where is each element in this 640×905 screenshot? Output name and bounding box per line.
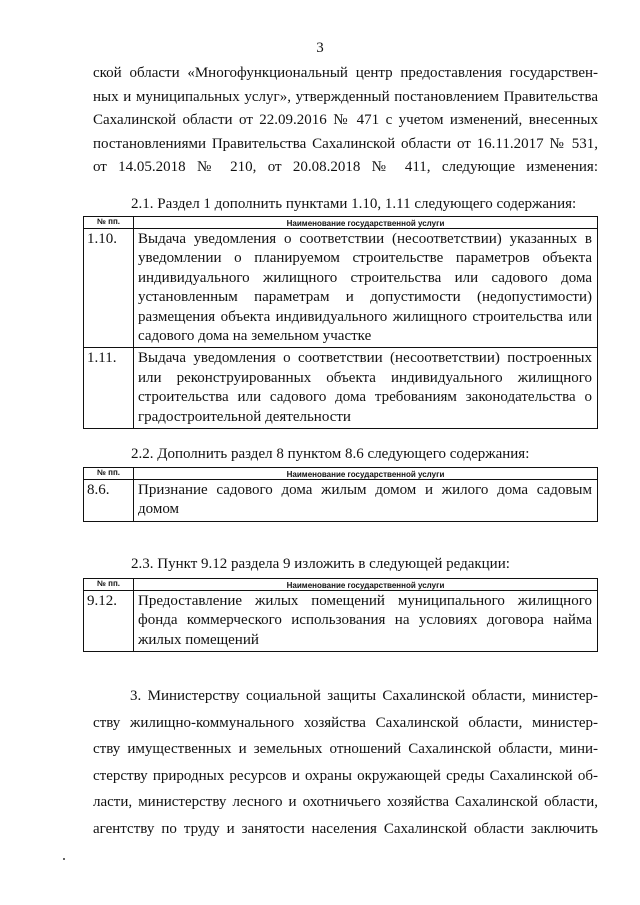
table-row [84,348,598,429]
paragraph-3-line: ству имущественных и земельных отношений Сахалинской области, мини- [93,741,598,758]
section-2-3-heading: 2.3. Пункт 9.12 раздела 9 изложить в следующей редакции: [131,556,510,572]
row-number: 1.11. [84,348,134,429]
paragraph-3-line: 3. Министерству социальной защиты Сахалинской области, министер- [130,688,598,704]
paragraph-3 [93,683,598,843]
paragraph-3-line: ласти, министерству лесного и охотничьего хозяйства Сахалинской области, [93,794,598,811]
table-row [84,480,598,522]
intro-line: от 14.05.2018 № 210, от 20.08.2018 № 411, следующие изменения: [93,159,598,176]
paragraph-3-line: ству жилищно-коммунального хозяйства Сахалинской области, министер- [93,714,598,731]
column-header-service-name: Наименование государственной услуги [134,217,598,229]
column-header-number: № пп. [84,217,134,229]
row-number: 9.12. [84,591,134,652]
table-header-row [84,579,598,591]
table-row [84,229,598,348]
services-table-2-1 [83,216,598,429]
intro-line: ской области «Многофункциональный центр предоставления государствен- [93,65,598,81]
services-table-2-3 [83,578,598,652]
row-number: 8.6. [84,480,134,522]
intro-line: ных и муниципальных услуг», утвержденный постановлением Правительства [93,88,598,105]
intro-line: Сахалинской области от 22.09.2016 № 471 с учетом изменений, внесенных [93,112,598,129]
row-service-name: Выдача уведомления о соответствии (несоответствии) указанных в уведомлении о планируемом строительстве параметров объекта индивидуального жилищного строительства или садового дома установленным параметрам и допустимости (недопустимости) размещения объекта индивидуального жилищного строительства или садового дома на земельном участке [134,229,598,348]
row-service-name: Признание садового дома жилым домом и жилого дома садовым домом [134,480,598,522]
row-service-name: Предоставление жилых помещений муниципального жилищного фонда коммерческого использования на условиях договора найма жилых помещений [134,591,598,652]
row-service-name: Выдача уведомления о соответствии (несоответствии) построенных или реконструированных объекта индивидуального жилищного строительства или садового дома требованиям законодательства о градостроительной деятельности [134,348,598,429]
section-2-1-heading: 2.1. Раздел 1 дополнить пунктами 1.10, 1.11 следующего содержания: [131,196,577,212]
intro-paragraph [93,62,598,180]
column-header-service-name: Наименование государственной услуги [134,468,598,480]
paragraph-3-line: стерству природных ресурсов и охраны окружающей среды Сахалинской об- [93,767,598,784]
row-number: 1.10. [84,229,134,348]
paragraph-3-line: агентству по труду и занятости населения Сахалинской области заключить [93,820,598,837]
table-header-row [84,217,598,229]
intro-line: постановлениями Правительства Сахалинской области от 16.11.2017 № 531, [93,135,598,152]
column-header-number: № пп. [84,579,134,591]
scan-speck [63,858,65,860]
table-row [84,591,598,652]
table-header-row [84,468,598,480]
column-header-service-name: Наименование государственной услуги [134,579,598,591]
column-header-number: № пп. [84,468,134,480]
services-table-2-2 [83,467,598,522]
section-2-2-heading: 2.2. Дополнить раздел 8 пунктом 8.6 следующего содержания: [131,446,530,462]
page-number: 3 [316,40,324,56]
